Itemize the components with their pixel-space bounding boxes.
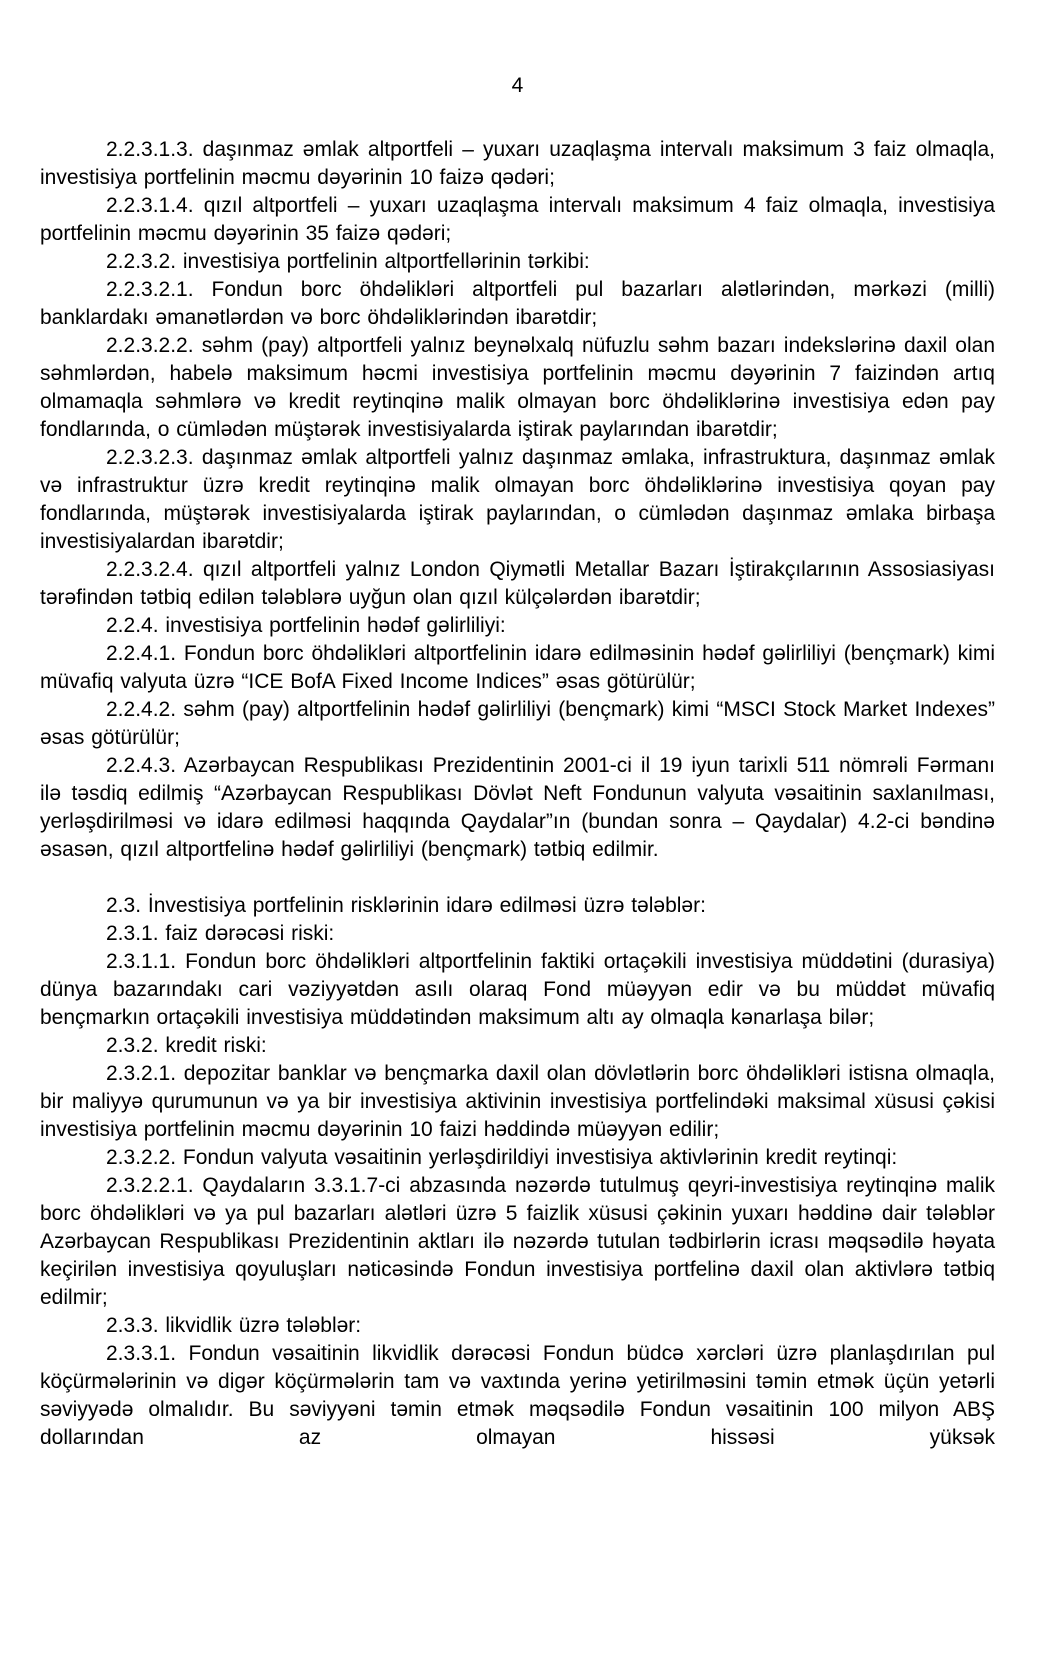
clause-2-3-2-2: 2.3.2.2. Fondun valyuta vəsaitinin yerləşdirildiyi investisiya aktivlərinin kredit reytinqi: [106, 1146, 898, 1169]
clause-2-2-3-1-3: 2.2.3.1.3. daşınmaz əmlak altportfeli – yuxarı uzaqlaşma intervalı maksimum 3 faiz olmaqla, investisiya portfelinin məcmu dəyərinin 10 faizə qədəri; [40, 138, 995, 189]
clause-2-2-3-2-1: 2.2.3.2.1. Fondun borc öhdəlikləri altportfeli pul bazarları alətlərindən, mərkəzi (milli) banklardakı əmanətlərdən və borc öhdəliklərindən ibarətdir; [40, 278, 995, 329]
clause-2-3-3-1: 2.3.3.1. Fondun vəsaitinin likvidlik dərəcəsi Fondun büdcə xərcləri üzrə planlaşdırılan pul köçürmələrinin və digər köçürmələrin tam və vaxtında yerinə yetirilməsini təmin etmək üçün yetərli səviyyədə olmalıdır. Bu səviyyəni təmin etmək məqsədilə Fondun vəsaitinin 100 milyon ABŞ dollarından az olmayan hissəsi yüksək [40, 1342, 995, 1449]
clause-2-2-4-3: 2.2.4.3. Azərbaycan Respublikası Prezidentinin 2001-ci il 19 iyun tarixli 511 nömrəli Fərmanı ilə təsdiq edilmiş “Azərbaycan Respublikası Dövlət Neft Fondunun valyuta vəsaitinin saxlanılması, yerləşdirilməsi və idarə edilməsi haqqında Qaydalar”ın (bundan sonra – Qaydalar) 4.2-ci bəndinə əsasən, qızıl altportfelinə hədəf gəlirliliyi (bençmark) tətbiq edilmir. [40, 754, 995, 861]
clause-2-2-4-2: 2.2.4.2. səhm (pay) altportfelinin hədəf gəlirliliyi (bençmark) kimi “MSCI Stock Market Indexes” əsas götürülür; [40, 698, 995, 749]
page-number: 4 [511, 74, 524, 97]
clause-2-3-3: 2.3.3. likvidlik üzrə tələblər: [106, 1314, 362, 1337]
clause-2-2-3-2-2: 2.2.3.2.2. səhm (pay) altportfeli yalnız beynəlxalq nüfuzlu səhm bazarı indekslərinə daxil olan səhmlərdən, habelə maksimum həcmi investisiya portfelinin məcmu dəyərinin 7 faizindən artıq olmamaqla səhmlərə və kredit reytinqinə malik olmayan borc öhdəliklərinə investisiya edən pay fondlarında, o cümlədən müştərək investisiyalarda iştirak paylarından ibarətdir; [40, 334, 995, 441]
clause-2-3: 2.3. İnvestisiya portfelinin risklərinin idarə edilməsi üzrə tələblər: [106, 894, 706, 917]
clause-2-3-2-1: 2.3.2.1. depozitar banklar və bençmarka daxil olan dövlətlərin borc öhdəlikləri istisna olmaqla, bir maliyyə qurumunun və ya bir investisiya aktivinin investisiya portfelindəki maksimal xüsusi çəkisi investisiya portfelinin məcmu dəyərinin 10 faizi həddində müəyyən edilir; [40, 1062, 995, 1141]
clause-2-2-4: 2.2.4. investisiya portfelinin hədəf gəlirliliyi: [106, 614, 506, 637]
clause-2-3-2-2-1: 2.3.2.2.1. Qaydaların 3.3.1.7-ci abzasında nəzərdə tutulmuş qeyri-investisiya reytinqinə malik borc öhdəlikləri və ya pul bazarları alətləri üzrə 5 faizlik xüsusi çəkinin yuxarı həddinə dair tələblər Azərbaycan Respublikası Prezidentinin aktları ilə nəzərdə tutulan tədbirlərin icrası məqsədilə həyata keçirilən investisiya qoyuluşları nəticəsində Fondun investisiya portfelinə daxil olan aktivlərə tətbiq edilmir; [40, 1174, 995, 1309]
clause-2-2-4-1: 2.2.4.1. Fondun borc öhdəlikləri altportfelinin idarə edilməsinin hədəf gəlirliliyi (bençmark) kimi müvafiq valyuta üzrə “ICE BofA Fixed Income Indices” əsas götürülür; [40, 642, 995, 693]
clause-2-2-3-2: 2.2.3.2. investisiya portfelinin altportfellərinin tərkibi: [106, 250, 590, 273]
clause-2-2-3-2-3: 2.2.3.2.3. daşınmaz əmlak altportfeli yalnız daşınmaz əmlaka, infrastruktura, daşınmaz əmlak və infrastruktur üzrə kredit reytinqinə malik olmayan borc öhdəliklərinə investisiya qoyan pay fondlarında, müştərək investisiyalarda iştirak paylarından, o cümlədən daşınmaz əmlaka birbaşa investisiyalardan ibarətdir; [40, 446, 995, 553]
clause-2-2-3-1-4: 2.2.3.1.4. qızıl altportfeli – yuxarı uzaqlaşma intervalı maksimum 4 faiz olmaqla, investisiya portfelinin məcmu dəyərinin 35 faizə qədəri; [40, 194, 995, 245]
clause-2-3-1-1: 2.3.1.1. Fondun borc öhdəlikləri altportfelinin faktiki ortaçəkili investisiya müddətini (durasiya) dünya bazarındakı cari vəziyyətdən asılı olaraq Fond müəyyən edir və bu müddət müvafiq bençmarkın ortaçəkili investisiya müddətindən maksimum altı ay olmaqla kənarlaşa bilər; [40, 950, 995, 1029]
clause-2-3-2: 2.3.2. kredit riski: [106, 1034, 267, 1057]
clause-2-3-1: 2.3.1. faiz dərəcəsi riski: [106, 922, 335, 945]
clause-2-2-3-2-4: 2.2.3.2.4. qızıl altportfeli yalnız London Qiymətli Metallar Bazarı İştirakçılarının Assosiasiyası tərəfindən tətbiq edilən tələblərə uyğun olan qızıl külçələrdən ibarətdir; [40, 558, 995, 609]
